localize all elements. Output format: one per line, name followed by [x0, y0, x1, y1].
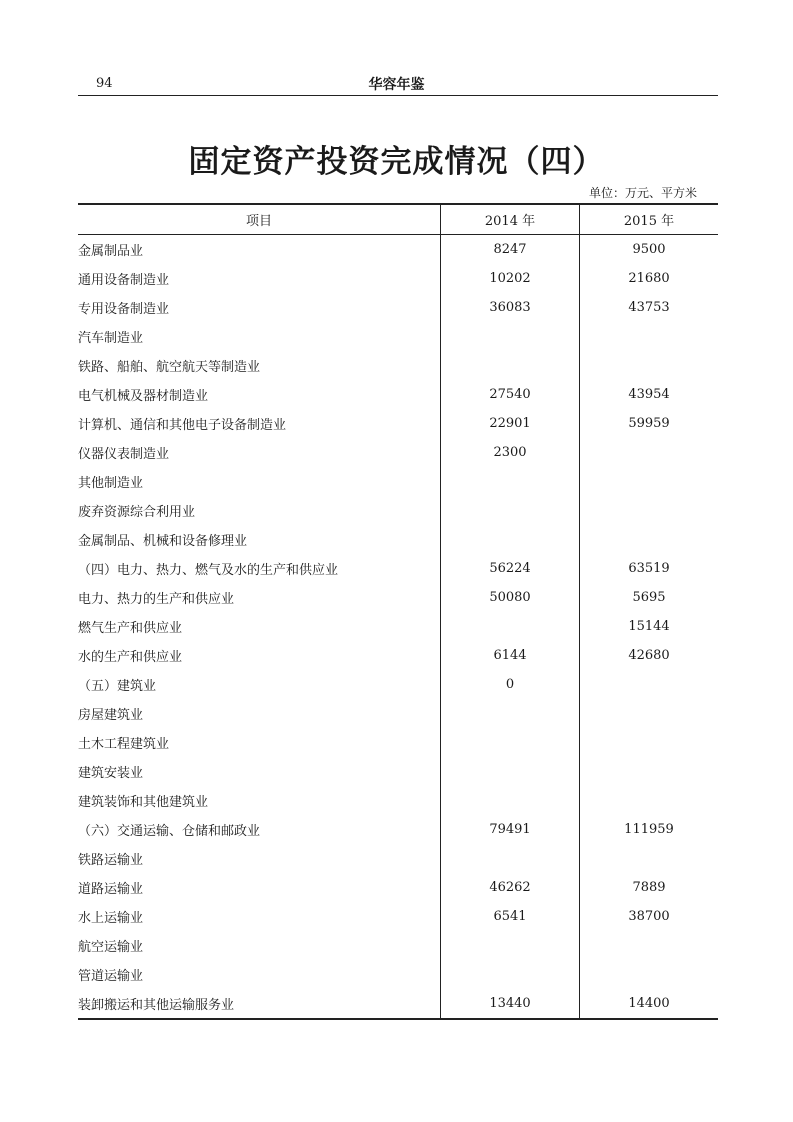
table-body [78, 235, 718, 1020]
row-item-label: 水上运输业 [78, 911, 144, 926]
value-2015: 21680 [580, 264, 719, 293]
value-2014 [441, 699, 580, 728]
value-2015 [580, 670, 719, 699]
table-row [78, 902, 718, 931]
value-2015 [580, 786, 719, 815]
column-header-item: 项目 [78, 204, 441, 235]
row-item-label: 计算机、通信和其他电子设备制造业 [78, 418, 287, 433]
value-2015 [580, 467, 719, 496]
table-row [78, 612, 718, 641]
table-row [78, 844, 718, 873]
running-head: 华容年鉴 [368, 77, 425, 93]
table-row [78, 467, 718, 496]
row-item-label: 航空运输业 [78, 940, 144, 955]
row-item-label: 道路运输业 [78, 882, 144, 897]
table-row [78, 264, 718, 293]
value-2015: 43753 [580, 293, 719, 322]
table-row [78, 815, 718, 844]
row-item-label: 装卸搬运和其他运输服务业 [78, 989, 441, 1019]
row-item-label: 房屋建筑业 [78, 708, 144, 723]
value-2015 [580, 960, 719, 989]
value-2015 [580, 931, 719, 960]
table-row [78, 554, 718, 583]
value-2014: 8247 [441, 235, 580, 265]
value-2015: 7889 [580, 873, 719, 902]
row-item-label: 汽车制造业 [78, 331, 144, 346]
table-row [78, 931, 718, 960]
table-row [78, 525, 718, 554]
table-row [78, 583, 718, 612]
table-row [78, 699, 718, 728]
value-2014: 56224 [441, 554, 580, 583]
value-2015: 5695 [580, 583, 719, 612]
value-2014 [441, 612, 580, 641]
page-number: 94 [96, 76, 113, 91]
page-title: 固定资产投资完成情况（四） [188, 144, 605, 180]
row-item-label: 管道运输业 [78, 969, 144, 984]
value-2014 [441, 844, 580, 873]
value-2015: 42680 [580, 641, 719, 670]
table-row [78, 960, 718, 989]
row-item-label: 建筑安装业 [78, 766, 144, 781]
table-row [78, 989, 718, 1019]
value-2015 [580, 525, 719, 554]
value-2014: 10202 [441, 264, 580, 293]
table-row [78, 409, 718, 438]
value-2014: 22901 [441, 409, 580, 438]
table-row [78, 728, 718, 757]
value-2014: 36083 [441, 293, 580, 322]
table-row [78, 496, 718, 525]
table-row [78, 786, 718, 815]
value-2015 [580, 438, 719, 467]
value-2015 [580, 351, 719, 380]
value-2015: 38700 [580, 902, 719, 931]
value-2014 [441, 931, 580, 960]
table-row [78, 293, 718, 322]
table-row [78, 873, 718, 902]
table-row [78, 322, 718, 351]
value-2014: 79491 [441, 815, 580, 844]
value-2014 [441, 757, 580, 786]
row-item-label: （四）电力、热力、燃气及水的生产和供应业 [78, 563, 339, 578]
row-item-label: 铁路运输业 [78, 853, 144, 868]
table-row [78, 438, 718, 467]
row-item-label: （五）建筑业 [78, 679, 157, 694]
value-2015: 14400 [580, 989, 719, 1019]
value-2015 [580, 322, 719, 351]
header-rule [78, 95, 718, 96]
value-2014 [441, 467, 580, 496]
row-item-label: 电气机械及器材制造业 [78, 389, 209, 404]
investment-table [78, 203, 718, 1020]
value-2015: 111959 [580, 815, 719, 844]
value-2014: 6541 [441, 902, 580, 931]
value-2014 [441, 496, 580, 525]
value-2014 [441, 728, 580, 757]
value-2015: 59959 [580, 409, 719, 438]
value-2015: 63519 [580, 554, 719, 583]
row-item-label: （六）交通运输、仓储和邮政业 [78, 824, 261, 839]
row-item-label: 铁路、船舶、航空航天等制造业 [78, 360, 261, 375]
table-row [78, 380, 718, 409]
row-item-label: 电力、热力的生产和供应业 [78, 592, 235, 607]
value-2014 [441, 786, 580, 815]
row-item-label: 专用设备制造业 [78, 302, 170, 317]
row-item-label: 燃气生产和供应业 [78, 621, 183, 636]
value-2015 [580, 728, 719, 757]
row-item-label: 土木工程建筑业 [78, 737, 170, 752]
value-2015: 9500 [580, 235, 719, 265]
row-item-label: 仪器仪表制造业 [78, 447, 170, 462]
row-item-label: 水的生产和供应业 [78, 650, 183, 665]
table-header-row [78, 204, 718, 235]
table-row [78, 641, 718, 670]
value-2014: 6144 [441, 641, 580, 670]
value-2014: 13440 [441, 989, 580, 1019]
value-2015 [580, 844, 719, 873]
table-row [78, 757, 718, 786]
value-2014: 50080 [441, 583, 580, 612]
row-item-label: 废弃资源综合利用业 [78, 505, 196, 520]
value-2015 [580, 757, 719, 786]
unit-label: 单位：万元、平方米 [588, 186, 697, 200]
value-2014: 0 [441, 670, 580, 699]
table-row [78, 670, 718, 699]
value-2014 [441, 960, 580, 989]
value-2015: 15144 [580, 612, 719, 641]
row-item-label: 金属制品业 [78, 244, 144, 259]
value-2014 [441, 322, 580, 351]
table-row [78, 351, 718, 380]
column-header-2015: 2015 年 [580, 204, 719, 235]
value-2015 [580, 699, 719, 728]
value-2015: 43954 [580, 380, 719, 409]
column-header-2014: 2014 年 [441, 204, 580, 235]
value-2015 [580, 496, 719, 525]
value-2014 [441, 351, 580, 380]
value-2014 [441, 525, 580, 554]
value-2014: 46262 [441, 873, 580, 902]
row-item-label: 其他制造业 [78, 476, 144, 491]
row-item-label: 建筑装饰和其他建筑业 [78, 795, 209, 810]
row-item-label: 金属制品、机械和设备修理业 [78, 534, 248, 549]
value-2014: 27540 [441, 380, 580, 409]
value-2014: 2300 [441, 438, 580, 467]
table-row [78, 235, 718, 265]
row-item-label: 通用设备制造业 [78, 273, 170, 288]
